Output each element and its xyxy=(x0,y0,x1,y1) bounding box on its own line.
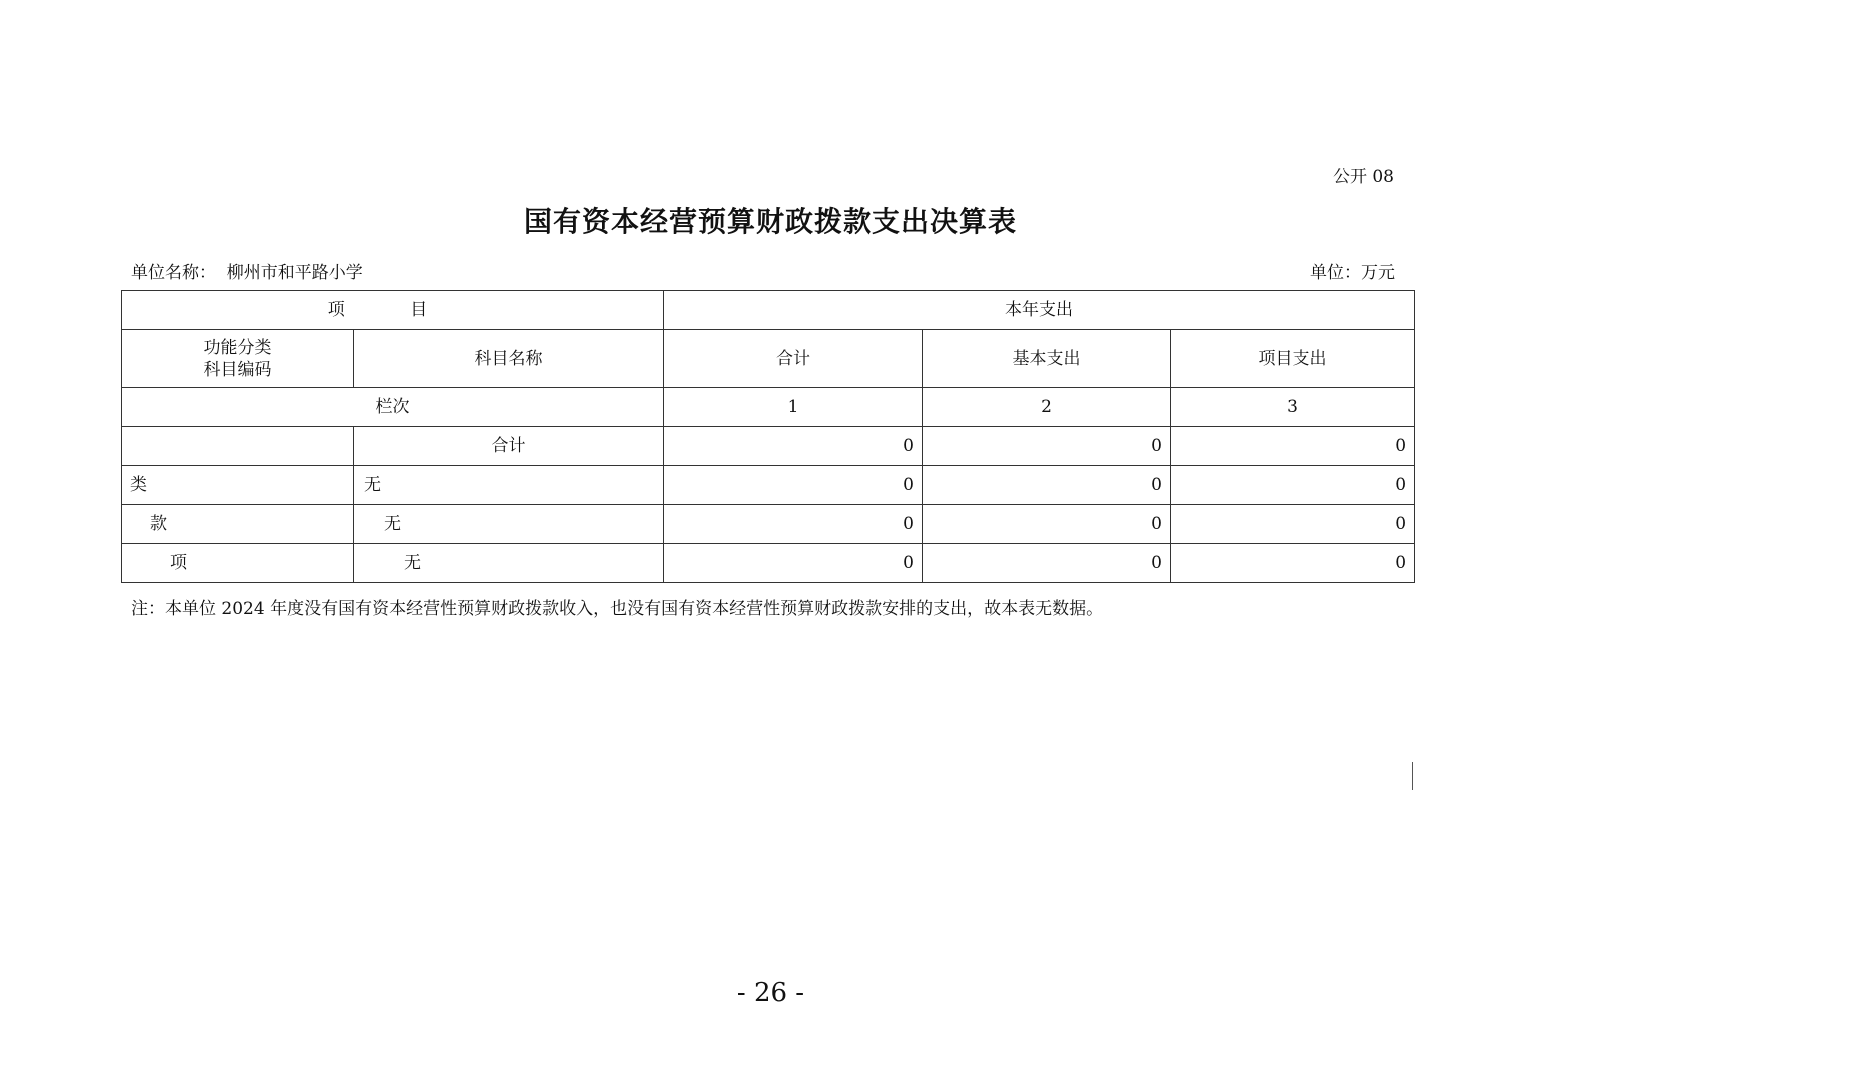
header-basic: 基本支出 xyxy=(923,330,1171,388)
row-basic: 0 xyxy=(923,427,1171,466)
margin-line xyxy=(1412,762,1413,790)
header-current-year: 本年支出 xyxy=(664,291,1415,330)
row-code: 项 xyxy=(122,544,354,583)
row-project: 0 xyxy=(1171,466,1415,505)
form-code: 公开 08 xyxy=(1332,167,1394,187)
document-title: 国有资本经营预算财政拨款支出决算表 xyxy=(523,205,1017,238)
unit-name: 单位名称： 柳州市和平路小学 xyxy=(131,263,363,283)
row-total: 0 xyxy=(664,466,923,505)
table-row xyxy=(122,427,1415,466)
column-number: 1 xyxy=(664,388,923,427)
column-number: 2 xyxy=(923,388,1171,427)
column-row-label: 栏次 xyxy=(122,388,664,427)
row-total: 0 xyxy=(664,505,923,544)
row-basic: 0 xyxy=(923,466,1171,505)
table-subheader-row xyxy=(122,330,1415,388)
header-func-code-line1: 功能分类 xyxy=(203,337,272,358)
row-name: 无 xyxy=(354,466,664,505)
header-func-code-line2: 科目编码 xyxy=(203,359,272,380)
table-header-row xyxy=(122,291,1415,330)
column-number-row xyxy=(122,388,1415,427)
row-code: 款 xyxy=(122,505,354,544)
header-func-code xyxy=(122,330,354,388)
table-row xyxy=(122,544,1415,583)
row-basic: 0 xyxy=(923,505,1171,544)
table-row xyxy=(122,505,1415,544)
row-name: 合计 xyxy=(354,427,664,466)
row-name: 无 xyxy=(354,544,664,583)
row-project: 0 xyxy=(1171,427,1415,466)
budget-expenditure-table xyxy=(121,290,1415,583)
row-code: 类 xyxy=(122,466,354,505)
unit-label: 单位：万元 xyxy=(1310,263,1395,283)
row-code xyxy=(122,427,354,466)
header-project: 项 目 xyxy=(122,291,664,330)
page-number: - 26 - xyxy=(736,978,805,1008)
header-subject-name: 科目名称 xyxy=(354,330,664,388)
row-total: 0 xyxy=(664,544,923,583)
column-number: 3 xyxy=(1171,388,1415,427)
row-total: 0 xyxy=(664,427,923,466)
row-basic: 0 xyxy=(923,544,1171,583)
table-row xyxy=(122,466,1415,505)
row-name: 无 xyxy=(354,505,664,544)
table-note: 注：本单位 2024 年度没有国有资本经营性预算财政拨款收入，也没有国有资本经营性预算财政拨款安排的支出，故本表无数据。 xyxy=(131,599,1104,619)
row-project: 0 xyxy=(1171,544,1415,583)
header-total: 合计 xyxy=(664,330,923,388)
row-project: 0 xyxy=(1171,505,1415,544)
header-item: 项目支出 xyxy=(1171,330,1415,388)
